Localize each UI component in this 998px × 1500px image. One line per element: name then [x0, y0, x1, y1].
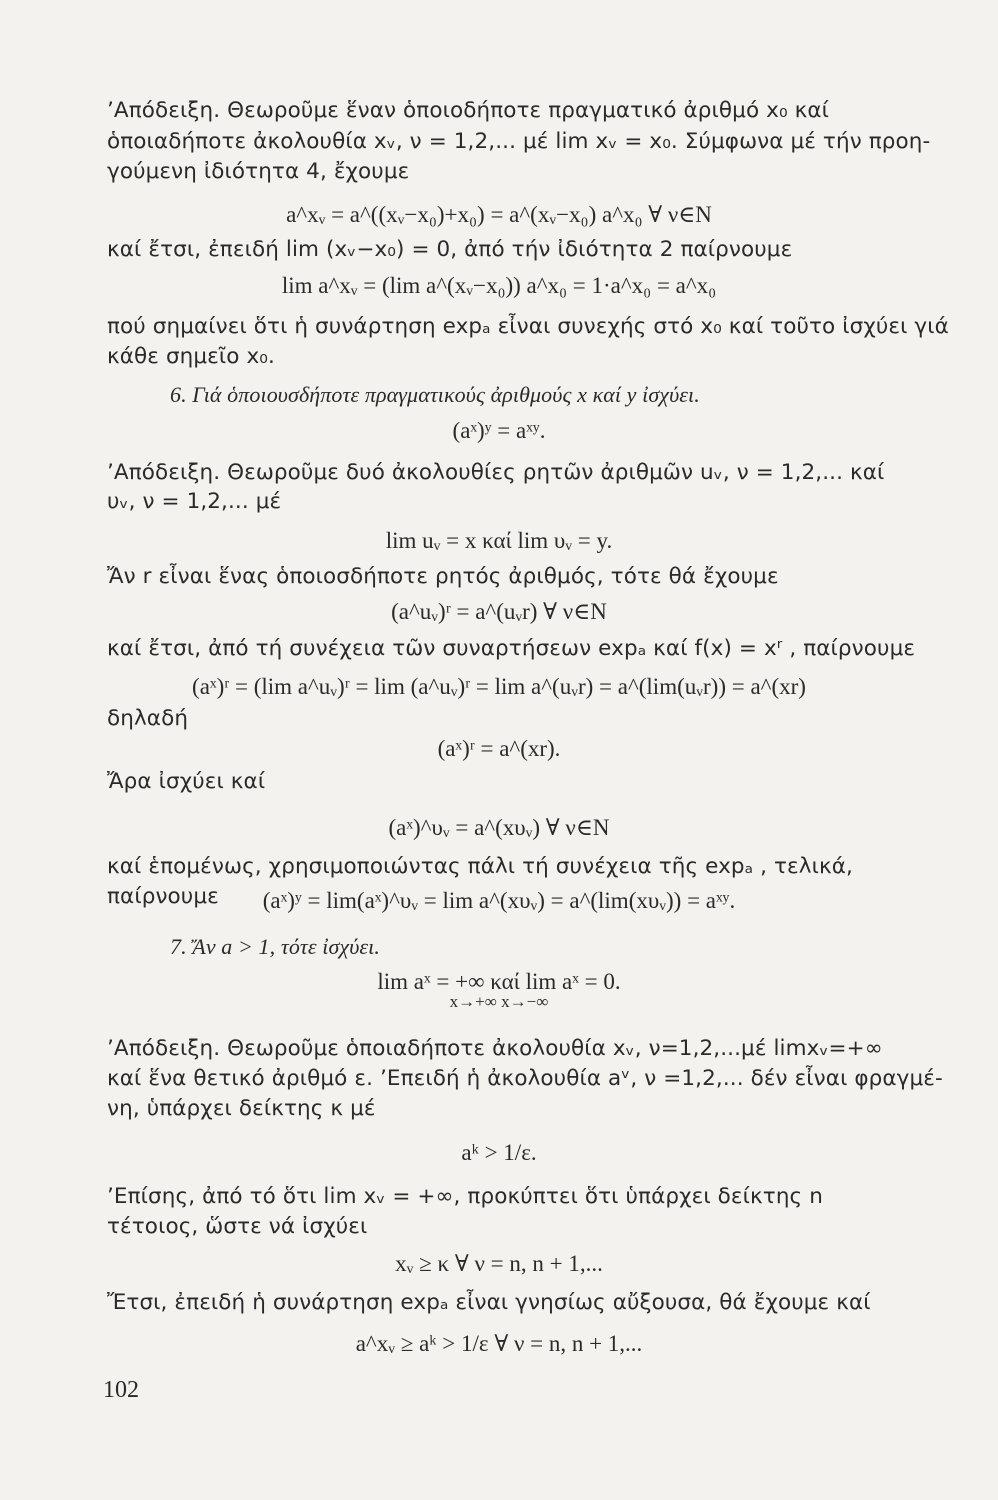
text-line: καί ἔτσι, ἀπό τή συνέχεια τῶν συναρτήσεων expₐ καί f(x) = xʳ , παίρνουμε: [107, 636, 916, 661]
text-line: ’Απόδειξη. Θεωροῦμε ἕναν ὁποιοδήποτε πραγματικό ἀριθμό x₀ καί: [107, 98, 830, 123]
equation: (aˣ)ʸ = lim(aˣ)^υᵥ = lim a^(xυᵥ) = a^(lim(xυᵥ)) = aˣʸ.: [262, 888, 736, 913]
text-line: γούμενη ἰδιότητα 4, ἔχουμε: [107, 159, 410, 184]
equation: a^xᵥ = a^((xᵥ−x₀)+x₀) = a^(xᵥ−x₀) a^x₀ ∀ ν∈N: [286, 202, 712, 227]
text-line: κάθε σημεῖο x₀.: [107, 344, 275, 369]
text-line: καί ἑπομένως, χρησιμοποιώντας πάλι τή συνέχεια τῆς expₐ , τελικά, παίρνουμε: [107, 854, 853, 909]
text-line: καί ἔτσι, ἐπειδή lim (xᵥ−x₀) = 0, ἀπό τήν ἰδιότητα 2 παίρνουμε: [107, 237, 793, 262]
limit-subscripts: x→+∞ x→−∞: [449, 992, 549, 1011]
equation: a^xᵥ ≥ aᵏ > 1/ε ∀ ν = n, n + 1,...: [355, 1331, 643, 1356]
property-heading: 7. Ἄν a > 1, τότε ἰσχύει.: [170, 934, 380, 959]
text-line: τέτοιος, ὥστε νά ἰσχύει: [107, 1214, 368, 1239]
equation: (aˣ)ʸ = aˣʸ.: [452, 418, 546, 443]
text-line: ’Απόδειξη. Θεωροῦμε δυό ἀκολουθίες ρητῶν ἀριθμῶν uᵥ, ν = 1,2,... καί: [107, 460, 885, 485]
equation: lim uᵥ = x καί lim υᵥ = y.: [385, 528, 613, 553]
text-line: καί ἕνα θετικό ἀριθμό ε. ’Επειδή ἡ ἀκολουθία aᵛ, ν =1,2,... δέν εἶναι φραγμέ-: [107, 1066, 943, 1091]
equation: xᵥ ≥ κ ∀ ν = n, n + 1,...: [395, 1251, 603, 1276]
text-line: ’Επίσης, ἀπό τό ὅτι lim xᵥ = +∞, προκύπτει ὅτι ὑπάρχει δείκτης n: [107, 1184, 823, 1209]
text-line: ὁποιαδήποτε ἀκολουθία xᵥ, ν = 1,2,... μέ lim xᵥ = x₀. Σύμφωνα μέ τήν προη-: [107, 129, 931, 154]
equation: lim aˣ = +∞ καί lim aˣ = 0.: [377, 969, 621, 994]
equation: (a^uᵥ)ʳ = a^(uᵥr) ∀ ν∈N: [391, 599, 607, 624]
equation: (aˣ)ʳ = (lim a^uᵥ)ʳ = lim (a^uᵥ)ʳ = lim a^(uᵥr) = a^(lim(uᵥr)) = a^(xr): [192, 674, 806, 699]
property-heading: 6. Γιά ὁποιουσδήποτε πραγματικούς ἀριθμούς x καί y ἰσχύει.: [170, 382, 700, 407]
equation: (aˣ)^υᵥ = a^(xυᵥ) ∀ ν∈N: [388, 815, 610, 840]
text-line: ’Απόδειξη. Θεωροῦμε ὁποιαδήποτε ἀκολουθία xᵥ, ν=1,2,...μέ limxᵥ=+∞: [107, 1036, 883, 1061]
page-number: 102: [103, 1377, 139, 1403]
text-line: νη, ὑπάρχει δείκτης κ μέ: [107, 1096, 376, 1121]
text-line: υᵥ, ν = 1,2,... μέ: [107, 489, 282, 514]
equation: lim a^xᵥ = (lim a^(xᵥ−x₀)) a^x₀ = 1·a^x₀ = a^x₀: [281, 273, 717, 298]
text-line: δηλαδή: [107, 706, 189, 731]
equation: (aˣ)ʳ = a^(xr).: [437, 736, 561, 761]
text-line: Ἄρα ἰσχύει καί: [107, 769, 266, 794]
text-line: Ἄν r εἶναι ἕνας ὁποιοσδήποτε ρητός ἀριθμός, τότε θά ἔχουμε: [107, 564, 779, 589]
text-line: πού σημαίνει ὅτι ἡ συνάρτηση expₐ εἶναι συνεχής στό x₀ καί τοῦτο ἰσχύει γιά: [107, 314, 949, 339]
text-line: Ἔτσι, ἐπειδή ἡ συνάρτηση expₐ εἶναι γνησίως αὔξουσα, θά ἔχουμε καί: [107, 1290, 871, 1315]
equation: aᵏ > 1/ε.: [461, 1140, 537, 1165]
